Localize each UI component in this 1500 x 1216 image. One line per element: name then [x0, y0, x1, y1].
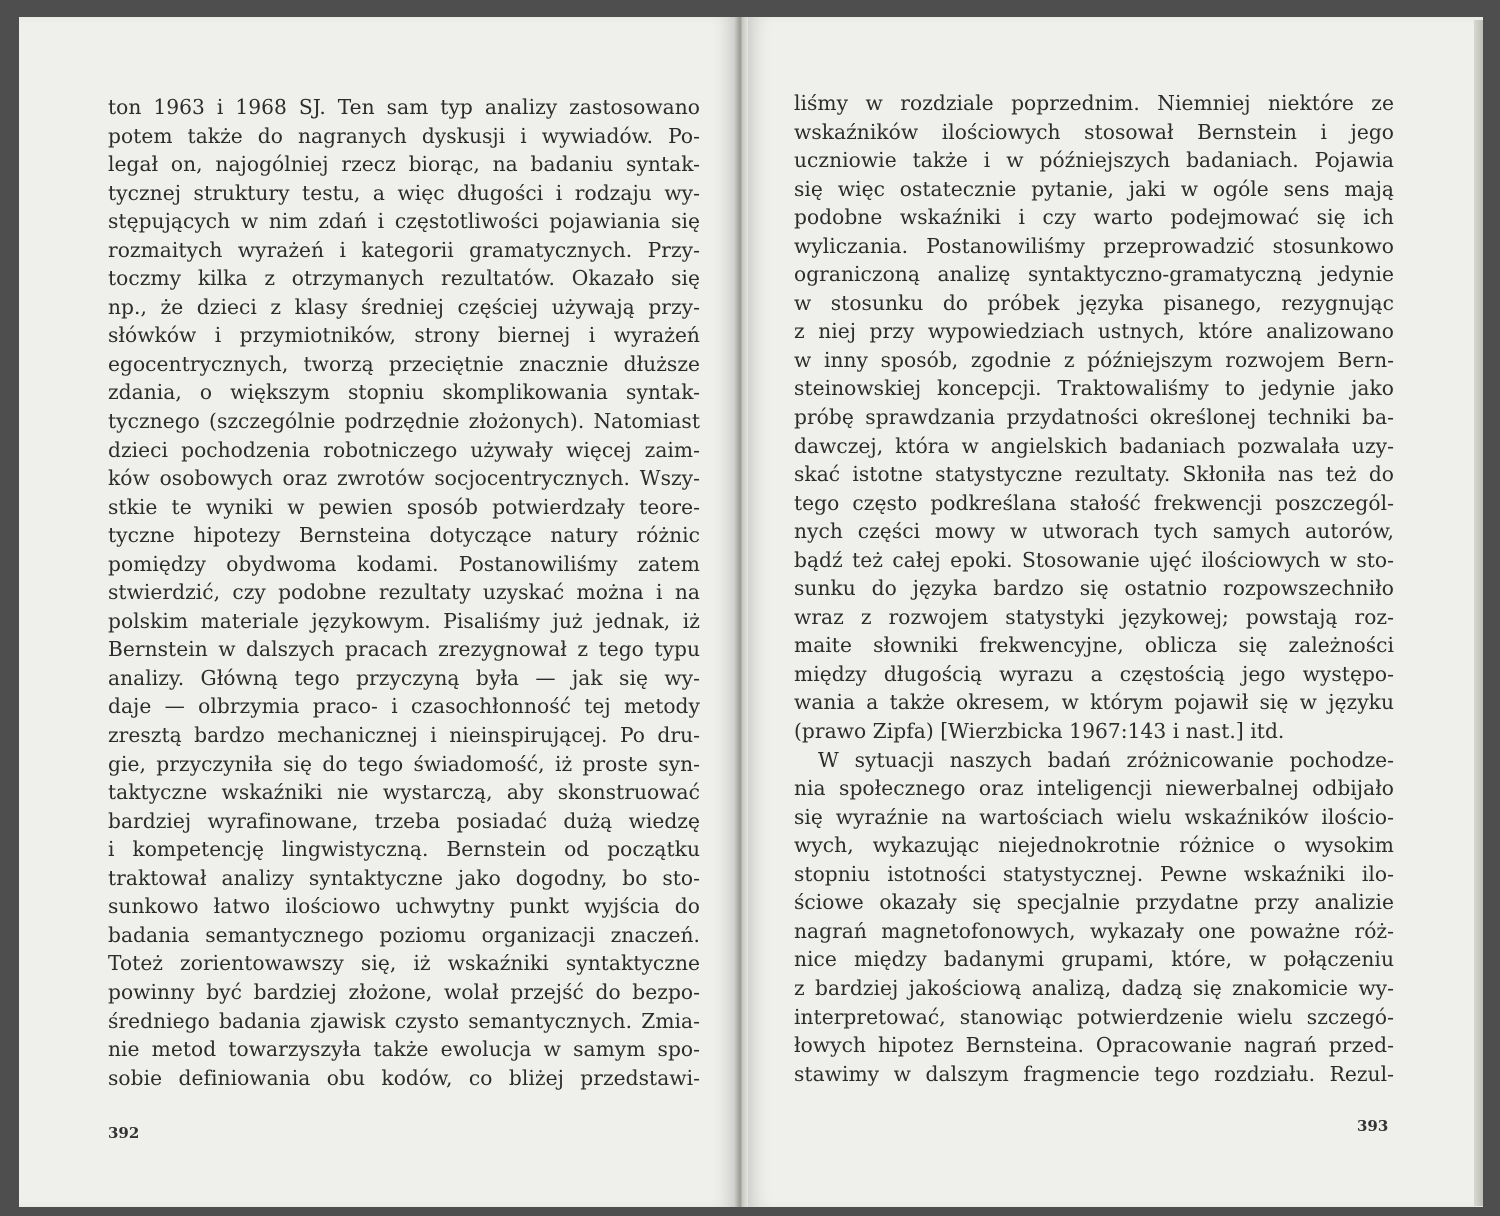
text-line: nice między badanymi grupami, które, w połączeniu	[794, 947, 1394, 972]
text-line: tyczne hipotezy Bernsteina dotyczące natury różnic	[108, 523, 700, 548]
text-line: egocentrycznych, tworzą przeciętnie znacznie dłuższe	[108, 351, 700, 376]
text-line: w inny sposób, zgodnie z późniejszym rozwojem Bern-	[794, 347, 1394, 372]
text-line: i kompetencję lingwistyczną. Bernstein od początku	[108, 837, 700, 862]
text-line: badania semantycznego poziomu organizacji znaczeń.	[108, 922, 700, 947]
text-line: skać istotne statystyczne rezultaty. Skłoniła nas też do	[794, 462, 1394, 487]
text-line: w stosunku do próbek języka pisanego, rezygnując	[794, 290, 1394, 315]
text-line: wraz z rozwojem statystyki językowej; powstają roz-	[794, 604, 1394, 629]
text-line: wania a także okresem, w którym pojawił się w języku	[794, 690, 1394, 715]
text-line: rozmaitych wyrażeń i kategorii gramatycznych. Przy-	[108, 237, 700, 262]
text-line: się więc ostatecznie pytanie, jaki w ogóle sens mają	[794, 176, 1394, 201]
text-line: ściowe okazały się specjalnie przydatne przy analizie	[794, 890, 1394, 915]
text-line: Toteż zorientowawszy się, iż wskaźniki syntaktyczne	[108, 951, 700, 976]
text-line: np., że dzieci z klasy średniej częściej używają przy-	[108, 294, 700, 319]
text-line: tego często podkreślana stałość frekwencji poszczegól-	[794, 490, 1394, 515]
text-line: próbę sprawdzania przydatności określonej techniki ba-	[794, 405, 1394, 430]
right-page-body	[794, 89, 1394, 1088]
text-line: sunku do języka bardzo się ostatnio rozpowszechniło	[794, 576, 1394, 601]
text-line: dawczej, która w angielskich badaniach pozwalała uzy-	[794, 433, 1394, 458]
text-line: wskaźników ilościowych stosował Bernstein i jego	[794, 119, 1394, 144]
text-line: się wyraźnie na wartościach wielu wskaźników ilościo-	[794, 804, 1394, 829]
text-line: ton 1963 i 1968 SJ. Ten sam typ analizy zastosowano	[108, 95, 700, 119]
text-line: liśmy w rozdziale poprzednim. Niemniej niektóre ze	[794, 91, 1394, 115]
text-line: ków osobowych oraz zwrotów socjocentrycznych. Wszy-	[108, 466, 700, 491]
text-line: uczniowie także i w późniejszych badaniach. Pojawia	[794, 148, 1394, 173]
text-line: stkie te wyniki w pewien sposób potwierdzały teore-	[108, 494, 700, 519]
text-line: ograniczoną analizę syntaktyczno-gramatyczną jedynie	[794, 262, 1394, 287]
text-line: legał on, najogólniej rzecz biorąc, na badaniu syntak-	[108, 152, 700, 177]
text-line: nych części mowy w utworach tych samych autorów,	[794, 519, 1394, 544]
text-line: (prawo Zipfa) [Wierzbicka 1967:143 i nast.] itd.	[794, 719, 1285, 744]
book-gutter	[734, 17, 748, 1207]
text-line: nagrań magnetofonowych, wykazały one poważne róż-	[794, 918, 1394, 943]
page-edge	[1474, 20, 1483, 1206]
text-line: Bernstein w dalszych pracach zrezygnował z tego typu	[108, 637, 700, 662]
text-line: z bardziej jakościową analizą, dadzą się znakomicie wy-	[794, 975, 1394, 1000]
text-line: steinowskiej koncepcji. Traktowaliśmy to jedynie jako	[794, 376, 1394, 401]
text-line: stwierdzić, czy podobne rezultaty uzyskać można i na	[108, 580, 700, 605]
text-line: potem także do nagranych dyskusji i wywiadów. Po-	[108, 123, 700, 148]
text-line: bardziej wyrafinowane, trzeba posiadać dużą wiedzę	[108, 808, 700, 833]
text-line: zdania, o większym stopniu skomplikowania syntak-	[108, 380, 700, 405]
right-page-number: 393	[1357, 1117, 1389, 1135]
text-line: nie metod towarzyszyła także ewolucja w samym spo-	[108, 1037, 700, 1062]
text-line: stępujących w nim zdań i częstotliwości pojawiania się	[108, 209, 700, 234]
text-line: między długością wyrazu a częstością jego występo-	[794, 661, 1394, 686]
text-line: z niej przy wypowiedziach ustnych, które analizowano	[794, 319, 1394, 344]
text-line: bądź też całej epoki. Stosowanie ujęć ilościowych w sto-	[794, 547, 1394, 572]
text-line: interpretować, stanowiąc potwierdzenie wielu szczegó-	[794, 1004, 1394, 1029]
text-line: sunkowo łatwo ilościowo uchwytny punkt wyjścia do	[108, 894, 700, 919]
text-line: analizy. Główną tego przyczyną była — jak się wy-	[108, 665, 700, 690]
text-line: pomiędzy obydwoma kodami. Postanowiliśmy zatem	[108, 551, 700, 576]
text-line: daje — olbrzymia praco- i czasochłonność tej metody	[108, 694, 700, 719]
text-line: toczmy kilka z otrzymanych rezultatów. Okazało się	[108, 266, 700, 291]
text-line: maite słowniki frekwencyjne, oblicza się zależności	[794, 633, 1394, 658]
text-line: taktyczne wskaźniki nie wystarczą, aby skonstruować	[108, 780, 700, 805]
text-line: stopniu istotności statystycznej. Pewne wskaźniki ilo-	[794, 861, 1394, 886]
text-line: polskim materiale językowym. Pisaliśmy już jednak, iż	[108, 608, 700, 633]
text-line: traktował analizy syntaktyczne jako dogodny, bo sto-	[108, 865, 700, 890]
text-line: łowych hipotez Bernsteina. Opracowanie nagrań przed-	[794, 1033, 1394, 1058]
text-line: zresztą bardzo mechanicznej i nieinspirującej. Po dru-	[108, 723, 700, 748]
text-line: powinny być bardziej złożone, wolał przejść do bezpo-	[108, 979, 700, 1004]
text-line: tycznej struktury testu, a więc długości i rodzaju wy-	[108, 180, 700, 205]
text-line: podobne wskaźniki i czy warto podejmować się ich	[794, 205, 1394, 230]
left-page-number: 392	[108, 1124, 140, 1142]
text-line: sobie definiowania obu kodów, co bliżej przedstawi-	[108, 1065, 700, 1090]
left-page-body	[108, 93, 700, 1092]
text-line: wych, wykazując niejednokrotnie różnice o wysokim	[794, 833, 1394, 858]
text-line: słówków i przymiotników, strony biernej i wyrażeń	[108, 323, 700, 348]
text-line: gie, przyczyniła się do tego świadomość, iż proste syn-	[108, 751, 700, 776]
text-line: tycznego (szczególnie podrzędnie złożonych). Natomiast	[108, 409, 700, 434]
text-line: nia społecznego oraz inteligencji niewerbalnej odbijało	[794, 776, 1394, 801]
text-line: W sytuacji naszych badań zróżnicowanie pochodze-	[818, 747, 1394, 772]
text-line: wyliczania. Postanowiliśmy przeprowadzić stosunkowo	[794, 233, 1394, 258]
text-line: dzieci pochodzenia robotniczego używały więcej zaim-	[108, 437, 700, 462]
text-line: stawimy w dalszym fragmencie tego rozdziału. Rezul-	[794, 1061, 1394, 1086]
text-line: średniego badania zjawisk czysto semantycznych. Zmia-	[108, 1008, 700, 1033]
